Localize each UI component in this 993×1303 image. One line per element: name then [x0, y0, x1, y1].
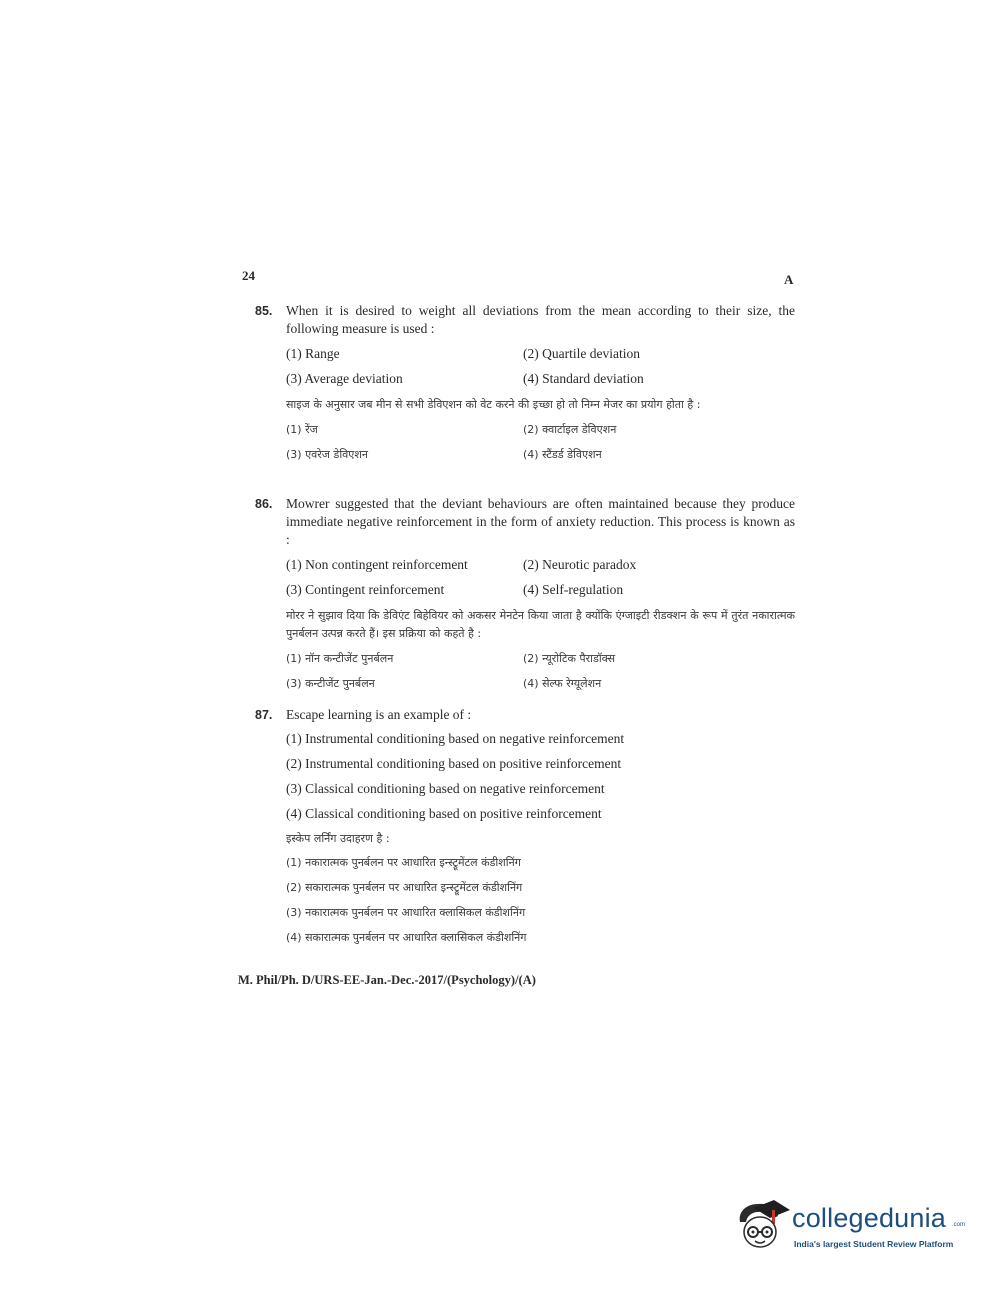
- collegedunia-watermark: [734, 1196, 964, 1256]
- option-1: (1) Range: [286, 346, 340, 361]
- collegedunia-com: .com: [952, 1222, 966, 1228]
- option-4: (4) Classical conditioning based on positive reinforcement: [286, 806, 602, 821]
- option-2-hi: (2) क्वार्टाइल डेविएशन: [523, 423, 617, 436]
- option-2: (2) Quartile deviation: [523, 346, 640, 361]
- question-text-en: Mowrer suggested that the deviant behaviours are often maintained because they produce immediate negative reinforcement in the form of anxiety reduction. This process is known as :: [286, 496, 795, 547]
- option-2: (2) Instrumental conditioning based on positive reinforcement: [286, 756, 622, 771]
- question-text-en: When it is desired to weight all deviations from the mean according to their size, the following measure is used :: [286, 303, 795, 336]
- options-en: [286, 730, 795, 823]
- option-3: (3) Average deviation: [286, 371, 403, 386]
- question-number: 87.: [255, 708, 273, 722]
- option-1-hi: (1) नॉन कन्टीजेंट पुनर्बलन: [286, 652, 394, 665]
- options-en: [286, 345, 795, 388]
- option-3-hi: (3) एवरेज डेविएशन: [286, 448, 368, 461]
- collegedunia-mascot-icon: [734, 1198, 790, 1254]
- option-4-hi: (4) सेल्फ रेग्यूलेशन: [523, 677, 602, 690]
- options-hi: [286, 854, 795, 947]
- option-4: (4) Standard deviation: [523, 371, 644, 386]
- option-1: (1) Non contingent reinforcement: [286, 557, 468, 572]
- option-3: (3) Contingent reinforcement: [286, 582, 445, 597]
- question-number: 86.: [255, 497, 273, 511]
- question-86: [255, 495, 795, 701]
- question-text-hi: साइज के अनुसार जब मीन से सभी डेविएशन को वेट करने की इच्छा हो तो निम्न मेजर का प्रयोग होता है :: [286, 398, 701, 411]
- options-en: [286, 556, 795, 599]
- page-number: 24: [242, 268, 255, 283]
- collegedunia-tagline: India's largest Student Review Platform: [794, 1239, 954, 1249]
- option-4-hi: (4) स्टैंडर्ड डेविएशन: [523, 448, 602, 461]
- set-letter: A: [784, 272, 794, 287]
- option-1-hi: (1) नकारात्मक पुनर्बलन पर आधारित इन्स्ट्रूमेंटल कंडीशनिंग: [286, 856, 521, 869]
- question-text-hi: इस्केप लर्निंग उदाहरण है :: [286, 832, 390, 845]
- option-4-hi: (4) सकारात्मक पुनर्बलन पर आधारित क्लासिकल कंडीशनिंग: [286, 931, 527, 944]
- collegedunia-brand-name: collegedunia: [792, 1203, 947, 1233]
- question-text-hi: मोरर ने सुझाव दिया कि डेविएंट बिहेवियर को अकसर मेनटेन किया जाता है क्योंकि एंग्जाइटी रीडक्शन के रूप में तुरंत नकारात्मक पुनर्बलन उत्पन्न करते हैं। इस प्रक्रिया को कहते है :: [286, 609, 795, 640]
- option-2-hi: (2) सकारात्मक पुनर्बलन पर आधारित इन्स्ट्रूमेंटल कंडीशनिंग: [286, 881, 523, 894]
- option-1-hi: (1) रेंज: [286, 423, 318, 436]
- option-2-hi: (2) न्यूरोटिक पैराडॉक्स: [523, 652, 616, 665]
- option-3: (3) Classical conditioning based on negative reinforcement: [286, 781, 605, 796]
- paper-code-footer: M. Phil/Ph. D/URS-EE-Jan.-Dec.-2017/(Psychology)/(A): [238, 973, 536, 987]
- option-4: (4) Self-regulation: [523, 582, 624, 597]
- question-85: [255, 302, 795, 472]
- question-text-en: Escape learning is an example of :: [286, 707, 472, 722]
- options-hi: [286, 421, 795, 464]
- option-1: (1) Instrumental conditioning based on negative reinforcement: [286, 731, 625, 746]
- question-number: 85.: [255, 304, 273, 318]
- option-3-hi: (3) नकारात्मक पुनर्बलन पर आधारित क्लासिकल कंडीशनिंग: [286, 906, 526, 919]
- option-3-hi: (3) कन्टीजेंट पुनर्बलन: [286, 677, 375, 690]
- option-2: (2) Neurotic paradox: [523, 557, 637, 572]
- options-hi: [286, 650, 795, 693]
- question-87: [255, 706, 795, 954]
